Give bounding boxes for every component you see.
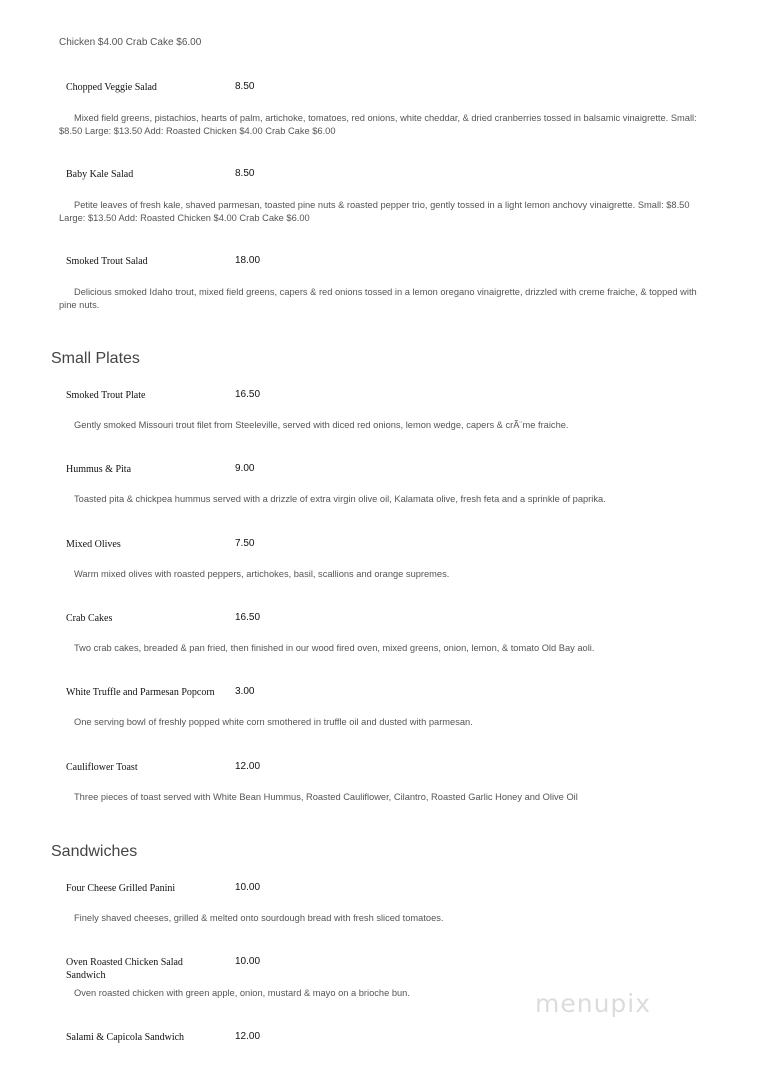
section-title-small-plates: Small Plates [51, 350, 140, 367]
item-name: Baby Kale Salad [66, 169, 134, 180]
item-name: Mixed Olives [66, 539, 121, 550]
item-name: Smoked Trout Plate [66, 390, 146, 401]
item-price: 12.00 [235, 761, 261, 772]
item-name: Hummus & Pita [66, 464, 132, 475]
item-name: Smoked Trout Salad [66, 256, 148, 267]
item-price: 16.50 [235, 612, 261, 623]
item-description: Warm mixed olives with roasted peppers, artichokes, basil, scallions and orange supremes. [74, 569, 450, 579]
continued-description: Chicken $4.00 Crab Cake $6.00 [59, 37, 202, 48]
item-price: 12.00 [235, 1031, 261, 1042]
section-title-sandwiches: Sandwiches [51, 843, 138, 860]
item-description: One serving bowl of freshly popped white corn smothered in truffle oil and dusted with parmesan. [74, 717, 473, 727]
item-price: 16.50 [235, 389, 261, 400]
item-name: White Truffle and Parmesan Popcorn [66, 687, 215, 698]
item-description: Two crab cakes, breaded & pan fried, then finished in our wood fired oven, mixed greens, onion, lemon, & tomato Old Bay aoli. [74, 643, 595, 653]
item-price: 10.00 [235, 882, 261, 893]
item-price: 8.50 [235, 168, 255, 179]
item-price: 9.00 [235, 463, 255, 474]
item-name: Crab Cakes [66, 613, 113, 624]
item-description: Toasted pita & chickpea hummus served with a drizzle of extra virgin olive oil, Kalamata olive, fresh feta and a sprinkle of paprika. [74, 494, 606, 504]
item-name: Salami & Capicola Sandwich [66, 1032, 185, 1043]
item-description: Three pieces of toast served with White Bean Hummus, Roasted Cauliflower, Cilantro, Roasted Garlic Honey and Olive Oil [74, 792, 578, 802]
item-name: Cauliflower Toast [66, 762, 138, 773]
item-price: 18.00 [235, 255, 261, 266]
item-description: Delicious smoked Idaho trout, mixed field greens, capers & red onions tossed in a lemon oregano vinaigrette, drizzled with creme fraiche, & topped with pine nuts. [59, 287, 697, 310]
item-name: Four Cheese Grilled Panini [66, 883, 176, 894]
item-description: Finely shaved cheeses, grilled & melted onto sourdough bread with fresh sliced tomatoes. [74, 913, 444, 923]
item-name: Oven Roasted Chicken Salad Sandwich [66, 957, 183, 981]
item-name: Chopped Veggie Salad [66, 82, 157, 93]
item-price: 7.50 [235, 538, 255, 549]
item-price: 10.00 [235, 956, 261, 967]
item-price: 3.00 [235, 686, 255, 697]
item-description: Mixed field greens, pistachios, hearts of palm, artichoke, tomatoes, red onions, white cheddar, & dried cranberries tossed in balsamic vinaigrette. Small: $8.50 Large: $13.50 Add: Roasted Chicken $4.00 Crab Cake $6.00 [59, 113, 697, 136]
item-price: 8.50 [235, 81, 255, 92]
item-description: Gently smoked Missouri trout filet from Steeleville, served with diced red onions, lemon wedge, capers & crÃ¨me fraiche. [74, 420, 569, 430]
item-description: Oven roasted chicken with green apple, onion, mustard & mayo on a brioche bun. [74, 988, 410, 998]
item-description: Petite leaves of fresh kale, shaved parmesan, toasted pine nuts & roasted pepper trio, gently tossed in a light lemon anchovy vinaigrette. Small: $8.50 Large: $13.50 Add: Roasted Chicken $4.00 Crab Cake $6.00 [59, 200, 690, 223]
menupix-watermark: menupix [535, 989, 652, 1018]
